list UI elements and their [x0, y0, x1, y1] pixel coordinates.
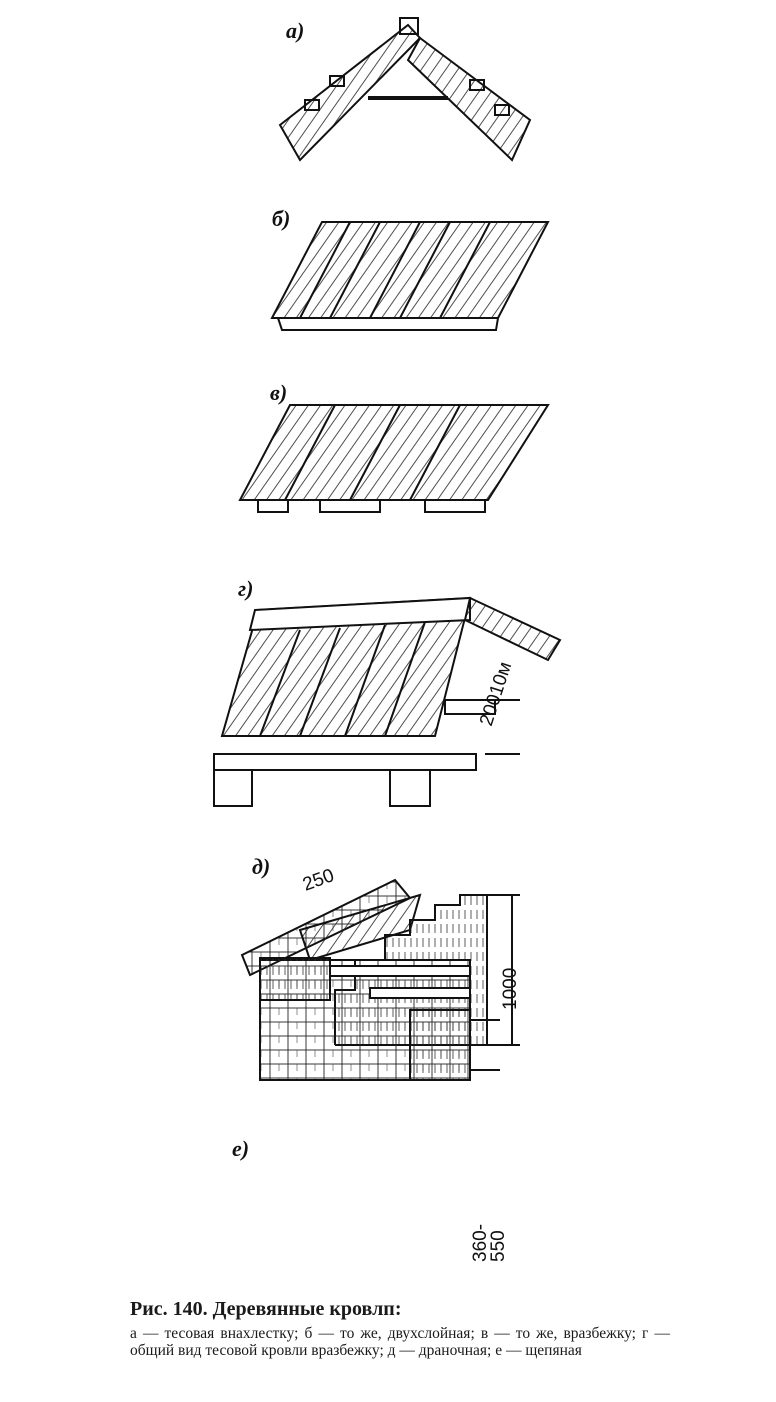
- dimension-d-step: 250: [300, 865, 337, 896]
- panel-label-a: а): [286, 18, 305, 43]
- caption-title: Рис. 140. Деревянные кровлп:: [130, 1298, 402, 1320]
- panel-label-b: б): [272, 206, 291, 231]
- panel-v-drawing: [240, 405, 548, 512]
- panel-g-drawing: [214, 598, 560, 806]
- panel-b-drawing: [272, 222, 548, 330]
- dimension-d-height: 1000: [500, 967, 521, 1010]
- panel-label-e: е): [232, 1136, 250, 1161]
- dimension-e-step: 360- 550: [470, 1223, 509, 1262]
- panel-e-drawing: [260, 958, 500, 1080]
- panel-label-g: г): [238, 576, 254, 601]
- panel-label-v: в): [270, 380, 288, 405]
- panel-a-drawing: [280, 18, 530, 160]
- caption-text: а — тесовая внахлестку; б — то же, двухслойная; в — то же, вразбежку; г — общий вид тесовой кровли вразбежку; д — драночная; е — щепяная: [130, 1325, 670, 1359]
- figure-caption: [130, 1298, 670, 1359]
- dimension-g-board: 20010м: [476, 659, 517, 729]
- panel-label-d: д): [252, 854, 271, 879]
